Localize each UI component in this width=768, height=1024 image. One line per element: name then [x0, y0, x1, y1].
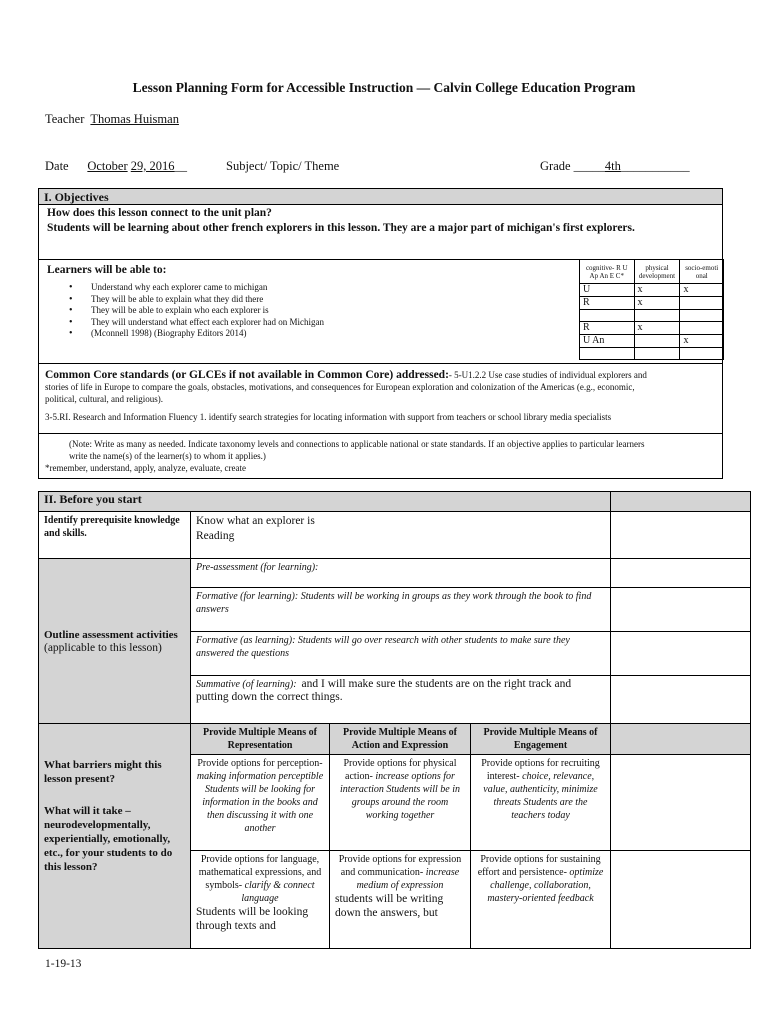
- standards-text-4: 3-5.RI. Research and Information Fluency 1. identify search strategies for locating information with support from teachers or school library media specialists: [45, 412, 612, 422]
- date-line: [45, 159, 187, 174]
- standards-line: [45, 365, 717, 383]
- udl-eng-persistence-b: optimize challenge, collaboration, mastery-oriented feedback: [487, 867, 604, 904]
- taxonomy-grid: [579, 259, 724, 360]
- formative-for-learning: Formative (for learning): Students will be working in groups as they work through the book to find answers: [191, 588, 611, 632]
- grid-cell: [580, 310, 635, 322]
- grid-cell: R: [580, 322, 635, 335]
- udl-act-expression-b: increase medium of expression: [356, 867, 460, 891]
- list-item: • They will understand what effect each explorer had on Michigan: [63, 317, 324, 329]
- summative-cell: [191, 676, 611, 724]
- udl-act-physical: [330, 755, 471, 851]
- empty-cell: [611, 755, 751, 851]
- col-header-physical: physical development: [634, 260, 680, 284]
- list-item: • (Mconnell 1998) (Biography Editors 2014): [63, 328, 324, 340]
- grid-cell: x: [680, 284, 724, 297]
- assessment-label: Outline assessment activities: [44, 628, 178, 641]
- prereq-item-1: Know what an explorer is: [196, 515, 315, 527]
- col-header-socio: socio-emoti onal: [680, 260, 724, 284]
- empty-cell: [611, 512, 751, 559]
- objectives-list: [63, 282, 324, 340]
- grade-blank-a: _____: [573, 159, 605, 173]
- taxonomy-footnote: *remember, understand, apply, analyze, evaluate, create: [45, 463, 246, 473]
- assessment-sublabel: (applicable to this lesson): [44, 641, 162, 654]
- udl-act-physical-a: Provide options for physical action-: [343, 758, 457, 782]
- grid-cell: R: [580, 297, 635, 310]
- grid-cell: x: [634, 322, 680, 335]
- grid-cell: x: [634, 284, 680, 297]
- udl-header-action: Provide Multiple Means of Action and Expression: [330, 724, 471, 755]
- table-row: [580, 297, 724, 310]
- grade-line: [540, 159, 690, 174]
- summative-label: Summative (of learning):: [196, 679, 297, 690]
- grid-cell: [634, 335, 680, 348]
- grid-cell: [580, 348, 635, 360]
- teacher-label: Teacher: [45, 112, 85, 126]
- grid-cell: [634, 310, 680, 322]
- objectives-header: I. Objectives: [39, 189, 722, 205]
- grid-cell: [680, 322, 724, 335]
- udl-header-representation: Provide Multiple Means of Representation: [191, 724, 330, 755]
- udl-eng-interest-a: Provide options for recruiting interest-: [481, 758, 600, 782]
- assessment-label-cell: [39, 559, 191, 724]
- list-item: • They will be able to explain who each explorer is: [63, 305, 324, 317]
- udl-rep-language-c: Students will be looking through texts and: [196, 906, 309, 932]
- udl-act-physical-b: increase options for interaction Students will be in groups around the room working together: [340, 771, 460, 821]
- note-line-1: (Note: Write as many as needed. Indicate taxonomy levels and connections to applicable national or state standards. If an objective applies to particular learners: [69, 439, 645, 449]
- empty-cell: [611, 559, 751, 588]
- prereq-content: [191, 512, 611, 559]
- barriers-label-cell: [39, 724, 191, 949]
- grade-value: 4th: [604, 159, 621, 173]
- col-header-cognitive: cognitive- R U Ap An E C*: [580, 260, 635, 284]
- divider: [39, 363, 722, 364]
- grade-blank-b: ___________: [620, 159, 690, 173]
- grid-cell: U An: [580, 335, 635, 348]
- list-item: • Understand why each explorer came to michigan: [63, 282, 324, 294]
- udl-rep-language: [191, 851, 330, 949]
- date-month: October: [87, 159, 128, 173]
- standards-text-3: political, cultural, and religious).: [45, 394, 163, 404]
- grid-cell: x: [634, 297, 680, 310]
- empty-cell: [611, 632, 751, 676]
- objectives-section: [38, 188, 723, 479]
- standards-text-1: - 5-U1.2.2 Use case studies of individual explorers and: [448, 370, 647, 380]
- divider: [39, 433, 722, 434]
- prereq-label: Identify prerequisite knowledge and skills.: [39, 512, 191, 559]
- udl-eng-interest: [471, 755, 611, 851]
- udl-eng-persistence-a: Provide options for sustaining effort and persistence-: [477, 854, 601, 878]
- date-day-year: 29, 2016: [130, 159, 175, 173]
- empty-cell: [611, 724, 751, 755]
- unit-connection-question: How does this lesson connect to the unit plan?: [47, 207, 272, 219]
- prereq-item-2: Reading: [196, 530, 235, 542]
- udl-rep-perception-a: Provide options for perception-: [197, 758, 323, 769]
- standards-label: Common Core standards (or GLCEs if not available in Common Core) addressed:: [45, 369, 449, 381]
- before-header: II. Before you start: [39, 492, 611, 512]
- list-item: • They will be able to explain what they did there: [63, 294, 324, 306]
- table-row: [580, 348, 724, 360]
- grade-label: Grade: [540, 159, 571, 173]
- empty-cell: [611, 492, 751, 512]
- grid-cell: x: [680, 335, 724, 348]
- grid-cell: [680, 348, 724, 360]
- table-row: [580, 335, 724, 348]
- grid-cell: [634, 348, 680, 360]
- udl-eng-interest-b: choice, relevance, value, authenticity, minimize threats Students are the teachers today: [483, 771, 598, 821]
- footer-date: 1-19-13: [45, 958, 82, 970]
- empty-cell: [611, 851, 751, 949]
- subject-label: Subject/ Topic/ Theme: [226, 159, 340, 173]
- learners-label: Learners will be able to:: [47, 264, 167, 276]
- udl-act-expression-a: Provide options for expression and communication-: [338, 854, 462, 878]
- what-it-takes-label: What will it take – neurodevelopmentally, experientially, emotionally, etc., for your students to do this lesson?: [44, 805, 173, 873]
- note-line-2: write the name(s) of the learner(s) to whom it applies.): [69, 451, 266, 461]
- udl-act-expression: [330, 851, 471, 949]
- udl-eng-persistence: [471, 851, 611, 949]
- udl-act-expression-c: students will be writing down the answers, but: [335, 893, 444, 919]
- udl-rep-perception: [191, 755, 330, 851]
- before-you-start-table: [38, 491, 751, 949]
- unit-connection-answer: Students will be learning about other french explorers in this lesson. They are a major part of michigan's first explorers.: [47, 222, 635, 234]
- grid-cell: U: [580, 284, 635, 297]
- grid-cell: [680, 297, 724, 310]
- grid-cell: [680, 310, 724, 322]
- udl-header-engagement: Provide Multiple Means of Engagement: [471, 724, 611, 755]
- date-label: Date: [45, 159, 69, 173]
- teacher-name: Thomas Huisman: [90, 112, 179, 126]
- table-row: [580, 284, 724, 297]
- empty-cell: [611, 588, 751, 632]
- udl-rep-perception-b: making information perceptible Students will be looking for information in the books and then discussing it with one another: [196, 771, 324, 834]
- pre-assessment: Pre-assessment (for learning):: [191, 559, 611, 588]
- udl-rep-language-b: clarify & connect language: [241, 880, 315, 904]
- table-row: [580, 322, 724, 335]
- standards-text-2: stories of life in Europe to compare the goals, obstacles, motivations, and consequences for European exploration and colonization of the Americas (e.g., economic,: [45, 382, 635, 392]
- form-title: Lesson Planning Form for Accessible Instruction — Calvin College Education Program: [132, 80, 636, 95]
- udl-rep-language-a: Provide options for language, mathematical expressions, and symbols-: [198, 854, 322, 891]
- teacher-line: [45, 112, 179, 127]
- summative-text: and I will make sure the students are on the right track and putting down the correct things.: [196, 678, 572, 703]
- barriers-label: What barriers might this lesson present?: [44, 759, 162, 785]
- formative-as-learning: Formative (as learning): Students will go over research with other students to make sure they answered the questions: [191, 632, 611, 676]
- spacer: [44, 786, 185, 804]
- empty-cell: [611, 676, 751, 724]
- table-row: [580, 310, 724, 322]
- date-blank: __: [174, 159, 187, 173]
